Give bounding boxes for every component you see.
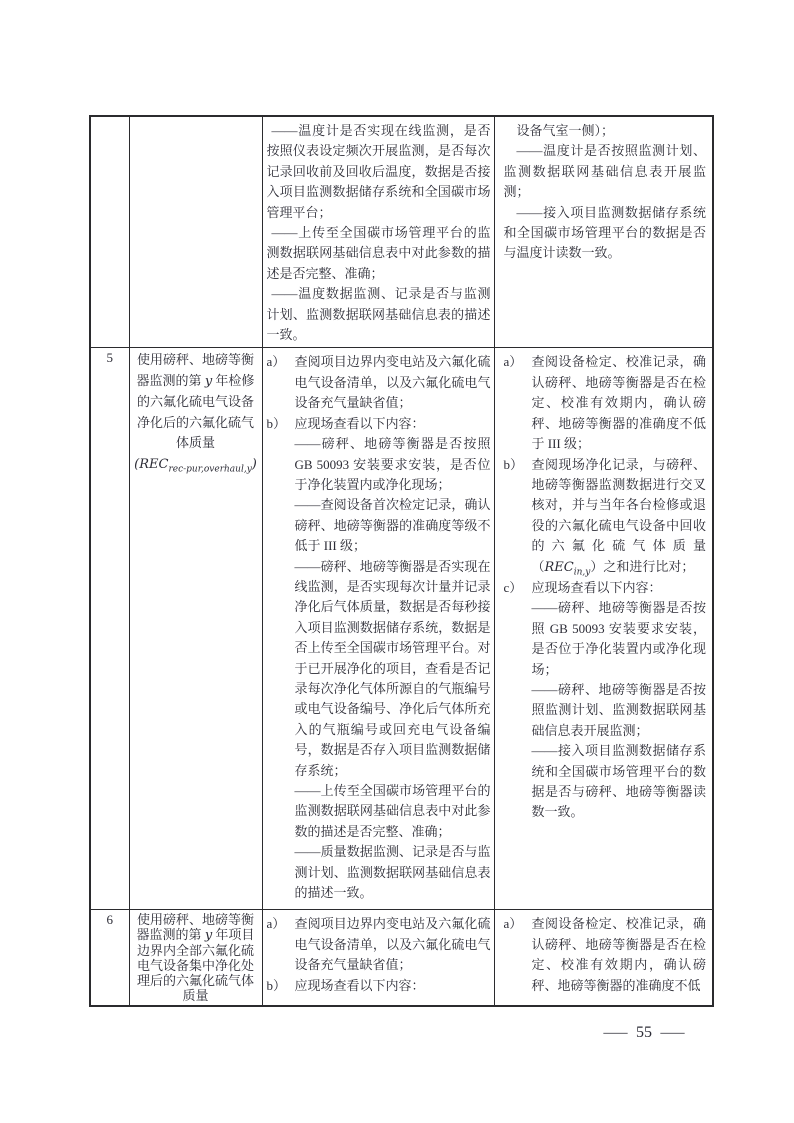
verification-procedure-cell-left bbox=[262, 910, 494, 1007]
page-footer bbox=[603, 1024, 685, 1042]
formula: $(REC_{rec-pur,overhaul,y})$ bbox=[134, 456, 257, 475]
lettered-item: a） 查阅项目边界内变电站及六氟化硫电气设备清单，以及六氟化硫电气设备充气量缺省值； bbox=[266, 354, 491, 411]
item-label: b） bbox=[266, 415, 287, 431]
item-label: b） bbox=[266, 977, 287, 993]
row-number-cell bbox=[90, 116, 129, 348]
page-number: 55 bbox=[636, 1024, 652, 1041]
text-paragraph: ——磅秤、地磅等衡器是否按照监测计划、监测数据联网基础信息表开展监测； bbox=[531, 681, 706, 738]
lettered-item: b） 查阅现场净化记录，与磅秤、地磅等衡器监测数据进行交叉核对，并与当年各台检修或退役的六氟化硫电气设备中回收的六氟化硫气体质量$(REC_{in,y})$之和进行比对； bbox=[503, 456, 706, 578]
formula: $REC_{in,y}$ bbox=[544, 559, 591, 578]
italic-variable: y bbox=[204, 928, 213, 944]
lettered-item: a） 查阅项目边界内变电站及六氟化硫电气设备清单，以及六氟化硫电气设备充气量缺省值； bbox=[266, 916, 491, 973]
footer-dash-left: — bbox=[603, 1024, 628, 1041]
parameter-name-text: 使用磅秤、地磅等衡器监测的第 y 年项目边界内全部六氟化硫电气设备集中净化处理后的六氟化硫气体质量 bbox=[136, 912, 255, 1004]
text-paragraph: ——温度计是否按照监测计划、监测数据联网基础信息表开展监测； bbox=[503, 143, 706, 200]
italic-variable: y bbox=[204, 373, 213, 389]
table-row bbox=[90, 348, 713, 910]
text-paragraph: ——温度数据监测、记录是否与监测计划、监测数据联网基础信息表的描述一致。 bbox=[266, 286, 491, 343]
lettered-item: a） 查阅设备检定、校准记录，确认磅秤、地磅等衡器是否在检定、校准有效期内，确认磅秤、地磅等衡器的准确度不低 bbox=[503, 916, 706, 993]
item-label: a） bbox=[266, 916, 286, 932]
verification-procedure-cell-right bbox=[494, 348, 713, 910]
item-label: a） bbox=[266, 354, 286, 370]
row-number-cell: 5 bbox=[90, 348, 129, 910]
parameter-name-cell bbox=[129, 116, 262, 348]
table-row bbox=[90, 910, 713, 1007]
parameter-name-cell bbox=[129, 348, 262, 910]
text-paragraph: ——磅秤、地磅等衡器是否按照 GB 50093 安装要求安装，是否位于净化装置内或净化现场； bbox=[294, 436, 491, 492]
verification-procedure-cell-right bbox=[494, 910, 713, 1007]
text-paragraph: ——磅秤、地磅等衡器是否按照 GB 50093 安装要求安装，是否位于净化装置内或净化现场； bbox=[531, 600, 706, 677]
text-paragraph: ——查阅设备首次检定记录，确认磅秤、地磅等衡器的准确度等级不低于 III 级； bbox=[294, 497, 491, 554]
lettered-item: b） 应现场查看以下内容： bbox=[295, 976, 491, 996]
table-row bbox=[90, 116, 713, 348]
verification-procedures-table bbox=[89, 115, 714, 1007]
parameter-name-text: 使用磅秤、地磅等衡器监测的第 y 年检修的六氟化硫电气设备净化后的六氟化硫气体质量$(REC_{rec-pur,overhaul,y})$ bbox=[134, 352, 257, 475]
lettered-item: a） 查阅设备检定、校准记录，确认磅秤、地磅等衡器是否在检定、校准有效期内，确认磅秤、地磅等衡器的准确度不低于 III 级； bbox=[503, 354, 706, 452]
text-paragraph: ——上传至全国碳市场管理平台的监测数据联网基础信息表中对此参数的描述是否完整、准确； bbox=[294, 783, 491, 839]
text-paragraph: ——接入项目监测数据储存系统和全国碳市场管理平台的数据是否与温度计读数一致。 bbox=[503, 204, 706, 261]
lettered-item: c） 应现场查看以下内容： bbox=[532, 578, 707, 598]
text-paragraph: ——温度计是否实现在线监测，是否按照仪表设定频次开展监测，是否每次记录回收前及回收后温度，数据是否接入项目监测数据储存系统和全国碳市场管理平台； bbox=[266, 123, 491, 220]
verification-table-body bbox=[90, 116, 713, 1006]
text-paragraph: ——接入项目监测数据储存系统和全国碳市场管理平台的数据是否与磅秤、地磅等衡器读数一致。 bbox=[531, 743, 706, 820]
text-paragraph: 设备气室一侧）； bbox=[516, 123, 615, 138]
text-paragraph: ——上传至全国碳市场管理平台的监测数据联网基础信息表中对此参数的描述是否完整、准确； bbox=[266, 225, 491, 281]
verification-procedure-cell-left bbox=[262, 116, 494, 348]
verification-procedure-cell-left bbox=[262, 348, 494, 910]
text-paragraph: ——磅秤、地磅等衡器是否实现在线监测，是否实现每次计量并记录净化后气体质量，数据是否每秒接入项目监测数据储存系统，数据是否上传至全国碳市场管理平台。对于已开展净化的项目，查看是否记录每次净化气体所源自的气瓶编号或电气设备编号、净化后气体所充入的气瓶编号或回充电气设备编号，数据是否存入项目监测数据储存系统； bbox=[294, 558, 491, 778]
item-label: a） bbox=[503, 354, 523, 370]
lettered-item: b） 应现场查看以下内容： bbox=[295, 414, 491, 434]
item-label: a） bbox=[503, 916, 523, 932]
verification-procedure-cell-right bbox=[494, 116, 713, 348]
item-label: c） bbox=[503, 579, 523, 595]
footer-dash-right: — bbox=[660, 1024, 685, 1041]
text-paragraph: ——质量数据监测、记录是否与监测计划、监测数据联网基础信息表的描述一致。 bbox=[294, 844, 491, 901]
row-number-cell: 6 bbox=[90, 910, 129, 1007]
item-label: b） bbox=[503, 456, 524, 472]
parameter-name-cell bbox=[129, 910, 262, 1007]
